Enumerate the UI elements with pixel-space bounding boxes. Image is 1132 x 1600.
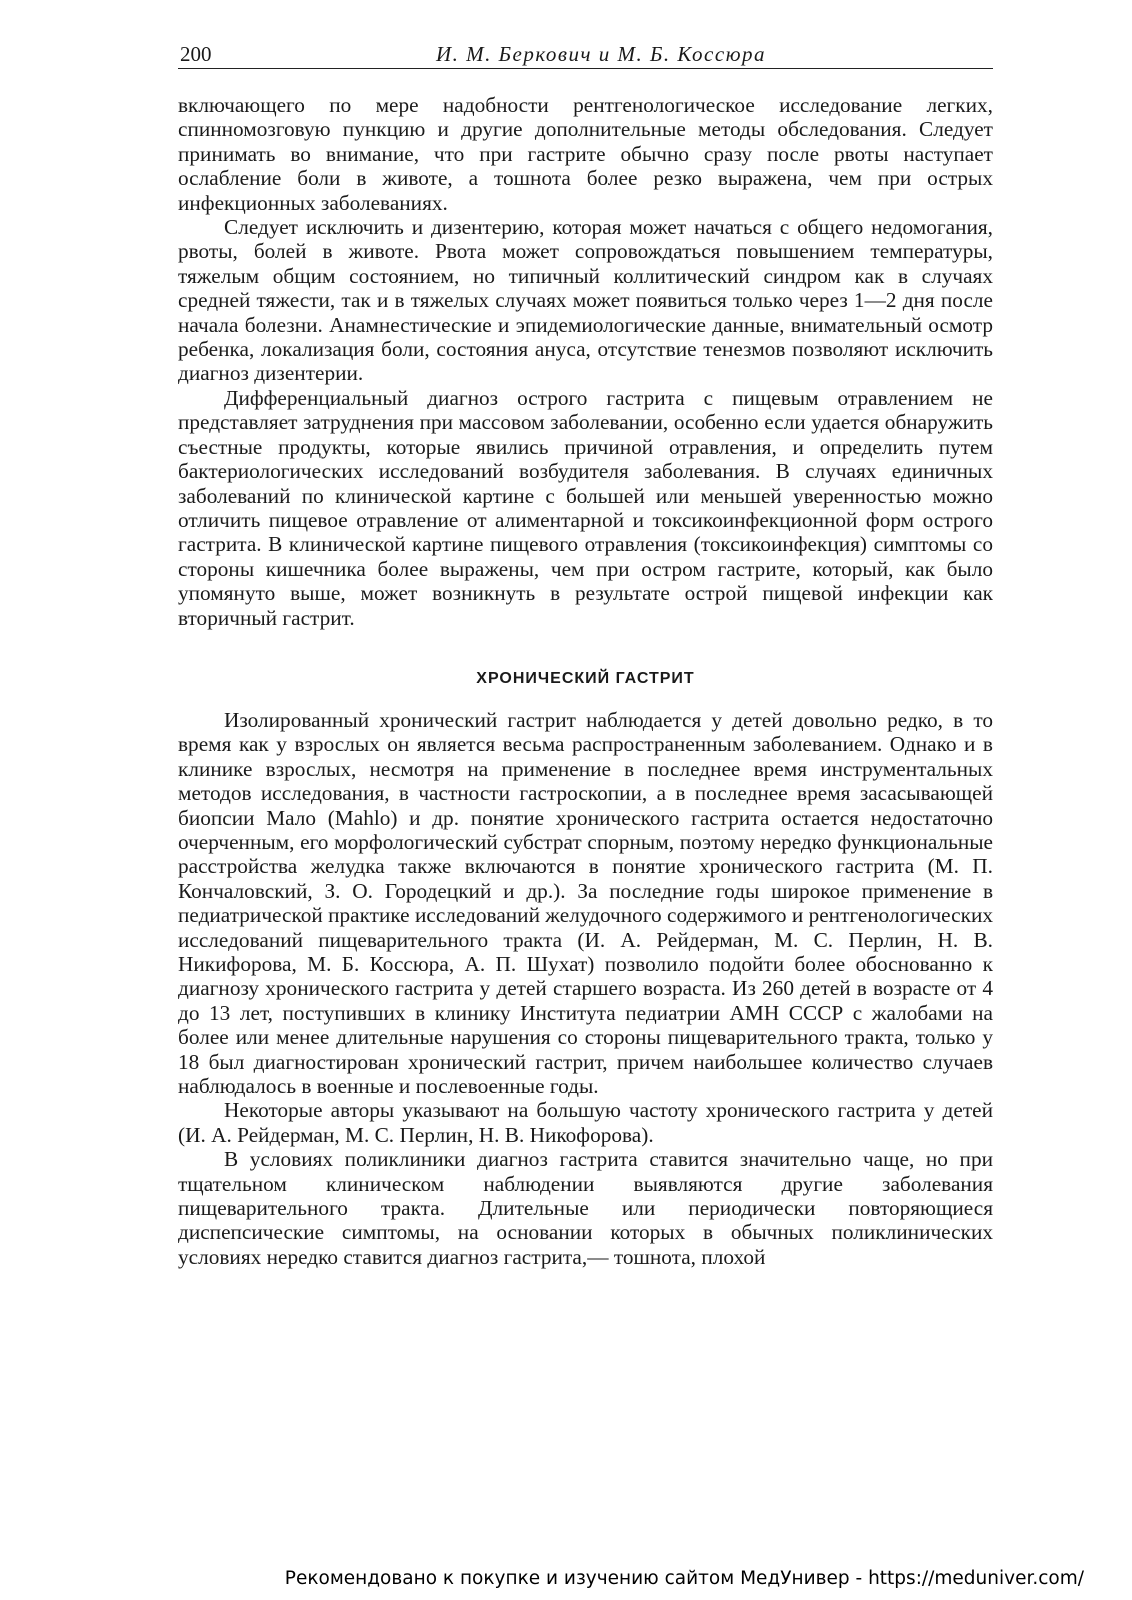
page-header	[178, 38, 993, 69]
paragraph-food-poisoning: Дифференциальный диагноз острого гастрита с пищевым отравлением не представляет затруднения при массовом заболевании, особенно если удается обнаружить съестные продукты, которые явились причиной отравления, и определить путем бактериологических исследований возбудителя заболевания. В случаях единичных заболеваний по клинической картине с большей или меньшей уверенностью можно отличить пищевое отравление от алиментарной и токсикоинфекционной форм острого гастрита. В клинической картине пищевого отравления (токсикоинфекция) симптомы со стороны кишечника более выражены, чем при остром гастрите, который, как было упомянуто выше, может возникнуть в результате острой пищевой инфекции как вторичный гастрит.	[178, 385, 993, 630]
book-page	[178, 38, 993, 1269]
running-head: И. М. Беркович и М. Б. Коссюра	[436, 42, 766, 66]
paragraph-chronic-gastritis: Изолированный хронический гастрит наблюдается у детей довольно редко, в то время как у взрослых он является весьма распространенным заболеванием. Однако и в клинике взрослых, несмотря на применение в последнее время инструментальных методов исследования, в частности гастроскопии, а в последнее время засасывающей биопсии Мало (Mahlo) и др. понятие хронического гастрита остается недостаточно очерченным, его морфологический субстрат спорным, поэтому нередко функциональные расстройства желудка также включаются в понятие хронического гастрита (М. П. Кончаловский, З. О. Городецкий и др.). За последние годы широкое применение в педиатрической практике исследований желудочного содержимого и рентгенологических исследований пищеварительного тракта (И. А. Рейдерман, М. С. Перлин, Н. В. Никифорова, М. Б. Коссюра, А. П. Шухат) позволило подойти более обоснованно к диагнозу хронического гастрита у детей старшего возраста. Из 260 детей в возрасте от 4 до 13 лет, поступивших в клинику Института педиатрии АМН СССР с жалобами на более или менее длительные нарушения со стороны пищеварительного тракта, только у 18 был диагностирован хронический гастрит, причем наибольшее количество случаев наблюдалось в военные и послевоенные годы.	[178, 707, 993, 1099]
page-number: 200	[180, 42, 212, 66]
paragraph-dysentery: Следует исключить и дизентерию, которая может начаться с общего недомогания, рвоты, болей в животе. Рвота может сопровождаться повышением температуры, тяжелым общим состоянием, но типичный коллитический синдром как в случаях средней тяжести, так и в тяжелых случаях может появиться только через 1—2 дня после начала болезни. Анамнестические и эпидемиологические данные, внимательный осмотр ребенка, локализация боли, состояния ануса, отсутствие тенезмов позволяют исключить диагноз дизентерии.	[178, 215, 993, 386]
paragraph-continued: включающего по мере надобности рентгенологическое исследование легких, спинномозговую пункцию и другие дополнительные методы обследования. Следует принимать во внимание, что при гастрите обычно сразу после рвоты наступает ослабление боли в животе, а тошнота более резко выражена, чем при острых инфекционных заболеваниях.	[178, 93, 993, 215]
page-body	[178, 93, 993, 1269]
footer-watermark: Рекомендовано к покупке и изучению сайтом МедУнивер - https://meduniver.com/	[284, 1568, 1084, 1589]
section-heading: ХРОНИЧЕСКИЙ ГАСТРИТ	[476, 669, 695, 687]
paragraph-polyclinic: В условиях поликлиники диагноз гастрита ставится значительно чаще, но при тщательном клиническом наблюдении выявляются другие заболевания пищеварительного тракта. Длительные или периодически повторяющиеся диспепсические симптомы, на основании которых в обычных поликлинических условиях нередко ставится диагноз гастрита,— тошнота, плохой	[178, 1147, 993, 1269]
paragraph-authors: Некоторые авторы указывают на большую частоту хронического гастрита у детей (И. А. Рейдерман, М. С. Перлин, Н. В. Никофорова).	[178, 1098, 993, 1147]
